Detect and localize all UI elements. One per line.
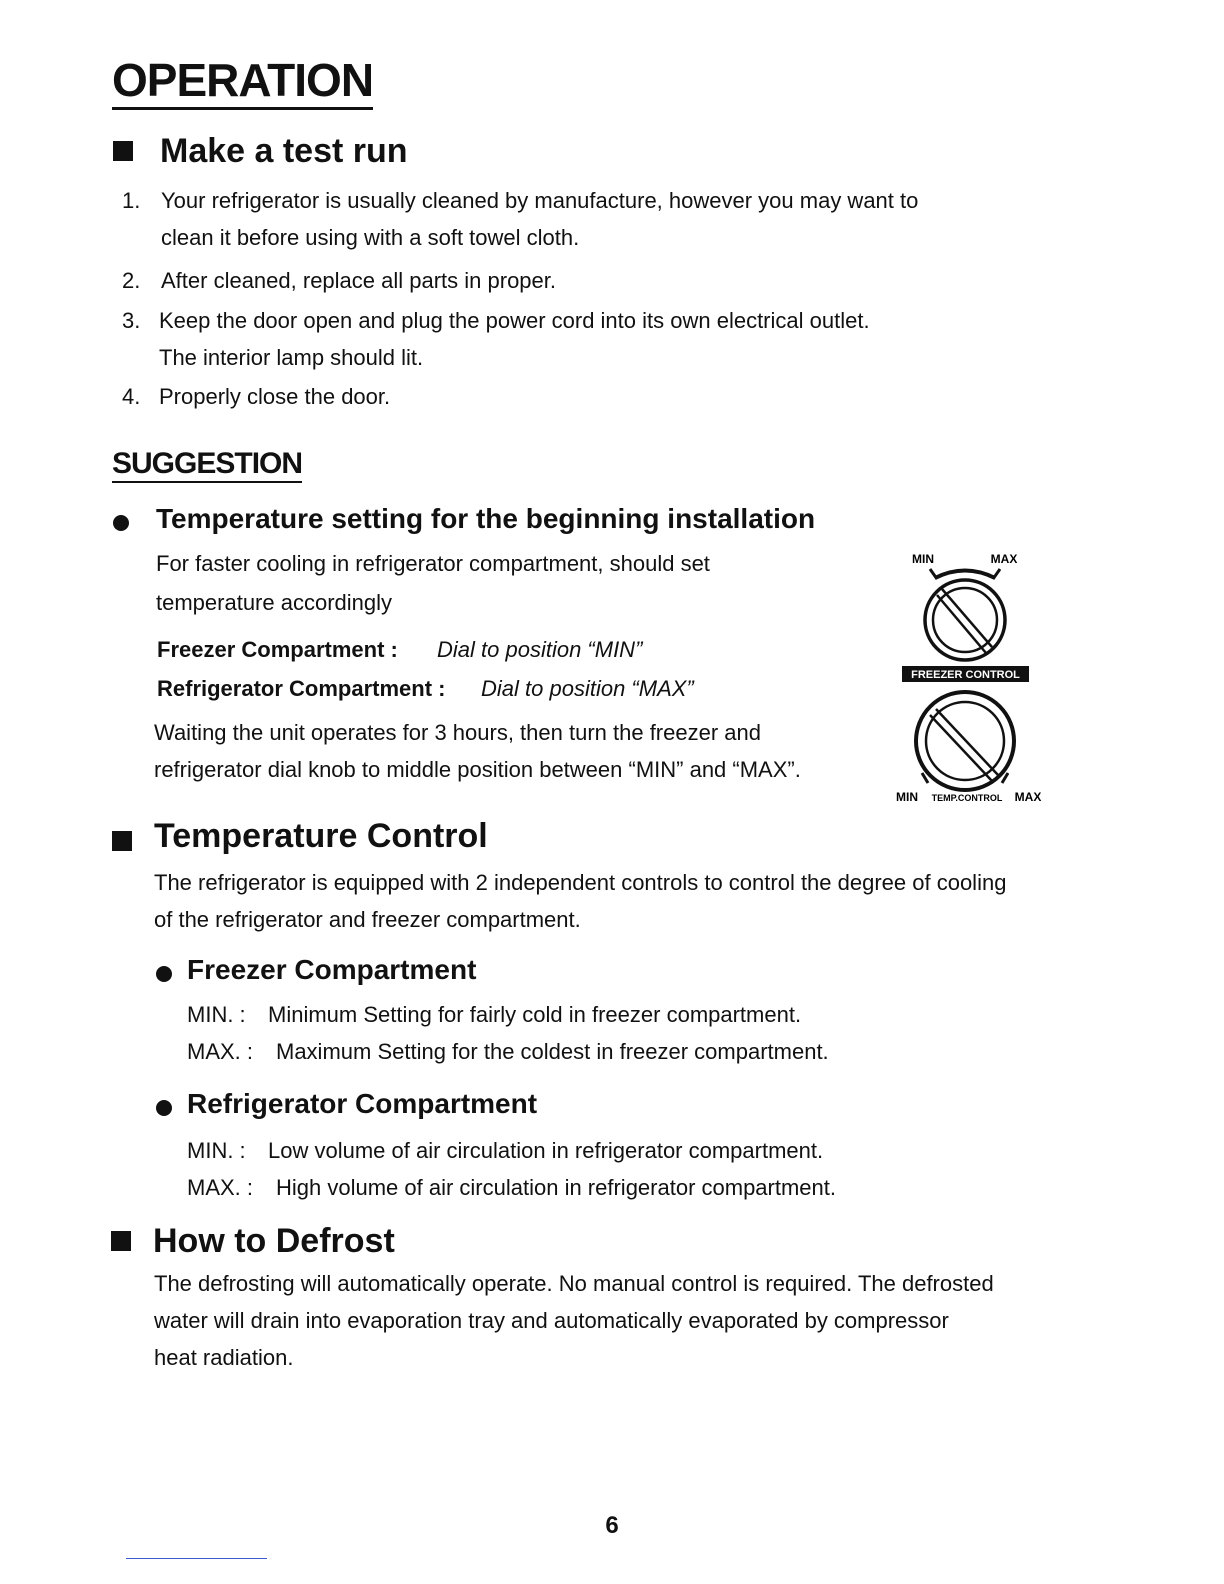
refrigerator-compartment-heading: Refrigerator Compartment [187,1088,538,1119]
waiting-text: refrigerator dial knob to middle position between “MIN” and “MAX”. [154,757,801,782]
defrost-text: The defrosting will automatically operate. No manual control is required. The defrosted [154,1271,994,1296]
list-item-text: Keep the door open and plug the power cord into its own electrical outlet. [159,308,870,333]
refrigerator-max-label: MAX. : [187,1175,254,1200]
suggestion-intro: temperature accordingly [156,590,393,615]
fridge-setting-label: Refrigerator Compartment : [157,676,446,701]
list-item-number: 1. [122,188,141,213]
section-bullet-square [112,831,132,851]
temp-control-label: TEMP.CONTROL [931,793,1003,803]
control-dials-illustration [880,545,1060,810]
refrigerator-min-text: Low volume of air circulation in refrigerator compartment. [268,1138,824,1163]
section-bullet-square [111,1231,131,1251]
fridge-setting-value: Dial to position “MAX” [481,676,694,701]
suggestion-heading: SUGGESTION [112,447,302,483]
freezer-max-label: MAX. : [187,1039,254,1064]
temperature-control-heading: Temperature Control [154,817,488,855]
temp-dial-max-label: MAX [1014,790,1042,804]
freezer-min-label: MIN. : [187,1002,246,1027]
freezer-dial-knob [925,580,1005,660]
refrigerator-min-label: MIN. : [187,1138,246,1163]
list-item-text: Properly close the door. [159,384,391,409]
bullet-dot [156,1100,172,1116]
list-item-number: 4. [122,384,141,409]
section-bullet-square [113,141,133,161]
temperature-control-intro: of the refrigerator and freezer compartment. [154,907,581,932]
freezer-dial-max-label: MAX [990,552,1018,566]
freezer-max-text: Maximum Setting for the coldest in freezer compartment. [276,1039,829,1064]
test-run-heading: Make a test run [160,132,408,170]
freezer-dial-arc [935,571,995,579]
freezer-min-text: Minimum Setting for fairly cold in freezer compartment. [268,1002,802,1027]
defrost-text: water will drain into evaporation tray and automatically evaporated by compressor [154,1308,949,1333]
page-title: OPERATION [112,54,373,110]
freezer-control-label: FREEZER CONTROL [911,669,1020,681]
list-item-text: After cleaned, replace all parts in proper. [161,268,557,293]
freezer-setting-value: Dial to position “MIN” [437,637,643,662]
temperature-control-intro: The refrigerator is equipped with 2 independent controls to control the degree of cooling [154,870,1007,895]
refrigerator-max-text: High volume of air circulation in refrigerator compartment. [276,1175,837,1200]
bullet-dot [156,966,172,982]
bullet-dot [113,515,129,531]
suggestion-intro: For faster cooling in refrigerator compartment, should set [156,551,710,576]
temp-dial-min-label: MIN [896,790,918,804]
list-item-number: 2. [122,268,141,293]
page-number: 6 [605,1512,619,1539]
freezer-dial-min-label: MIN [912,552,934,566]
list-item-number: 3. [122,308,141,333]
list-item-text: clean it before using with a soft towel cloth. [161,225,580,250]
list-item-text: Your refrigerator is usually cleaned by manufacture, however you may want to [161,188,919,213]
freezer-setting-label: Freezer Compartment : [157,637,398,662]
freezer-compartment-heading: Freezer Compartment [187,954,477,985]
temp-dial-knob [916,692,1014,790]
list-item-text: The interior lamp should lit. [159,345,424,370]
defrost-heading: How to Defrost [153,1222,395,1260]
suggestion-subheading: Temperature setting for the beginning installation [156,503,816,534]
waiting-text: Waiting the unit operates for 3 hours, then turn the freezer and [154,720,761,745]
footer-line [126,1558,267,1559]
defrost-text: heat radiation. [154,1345,294,1370]
